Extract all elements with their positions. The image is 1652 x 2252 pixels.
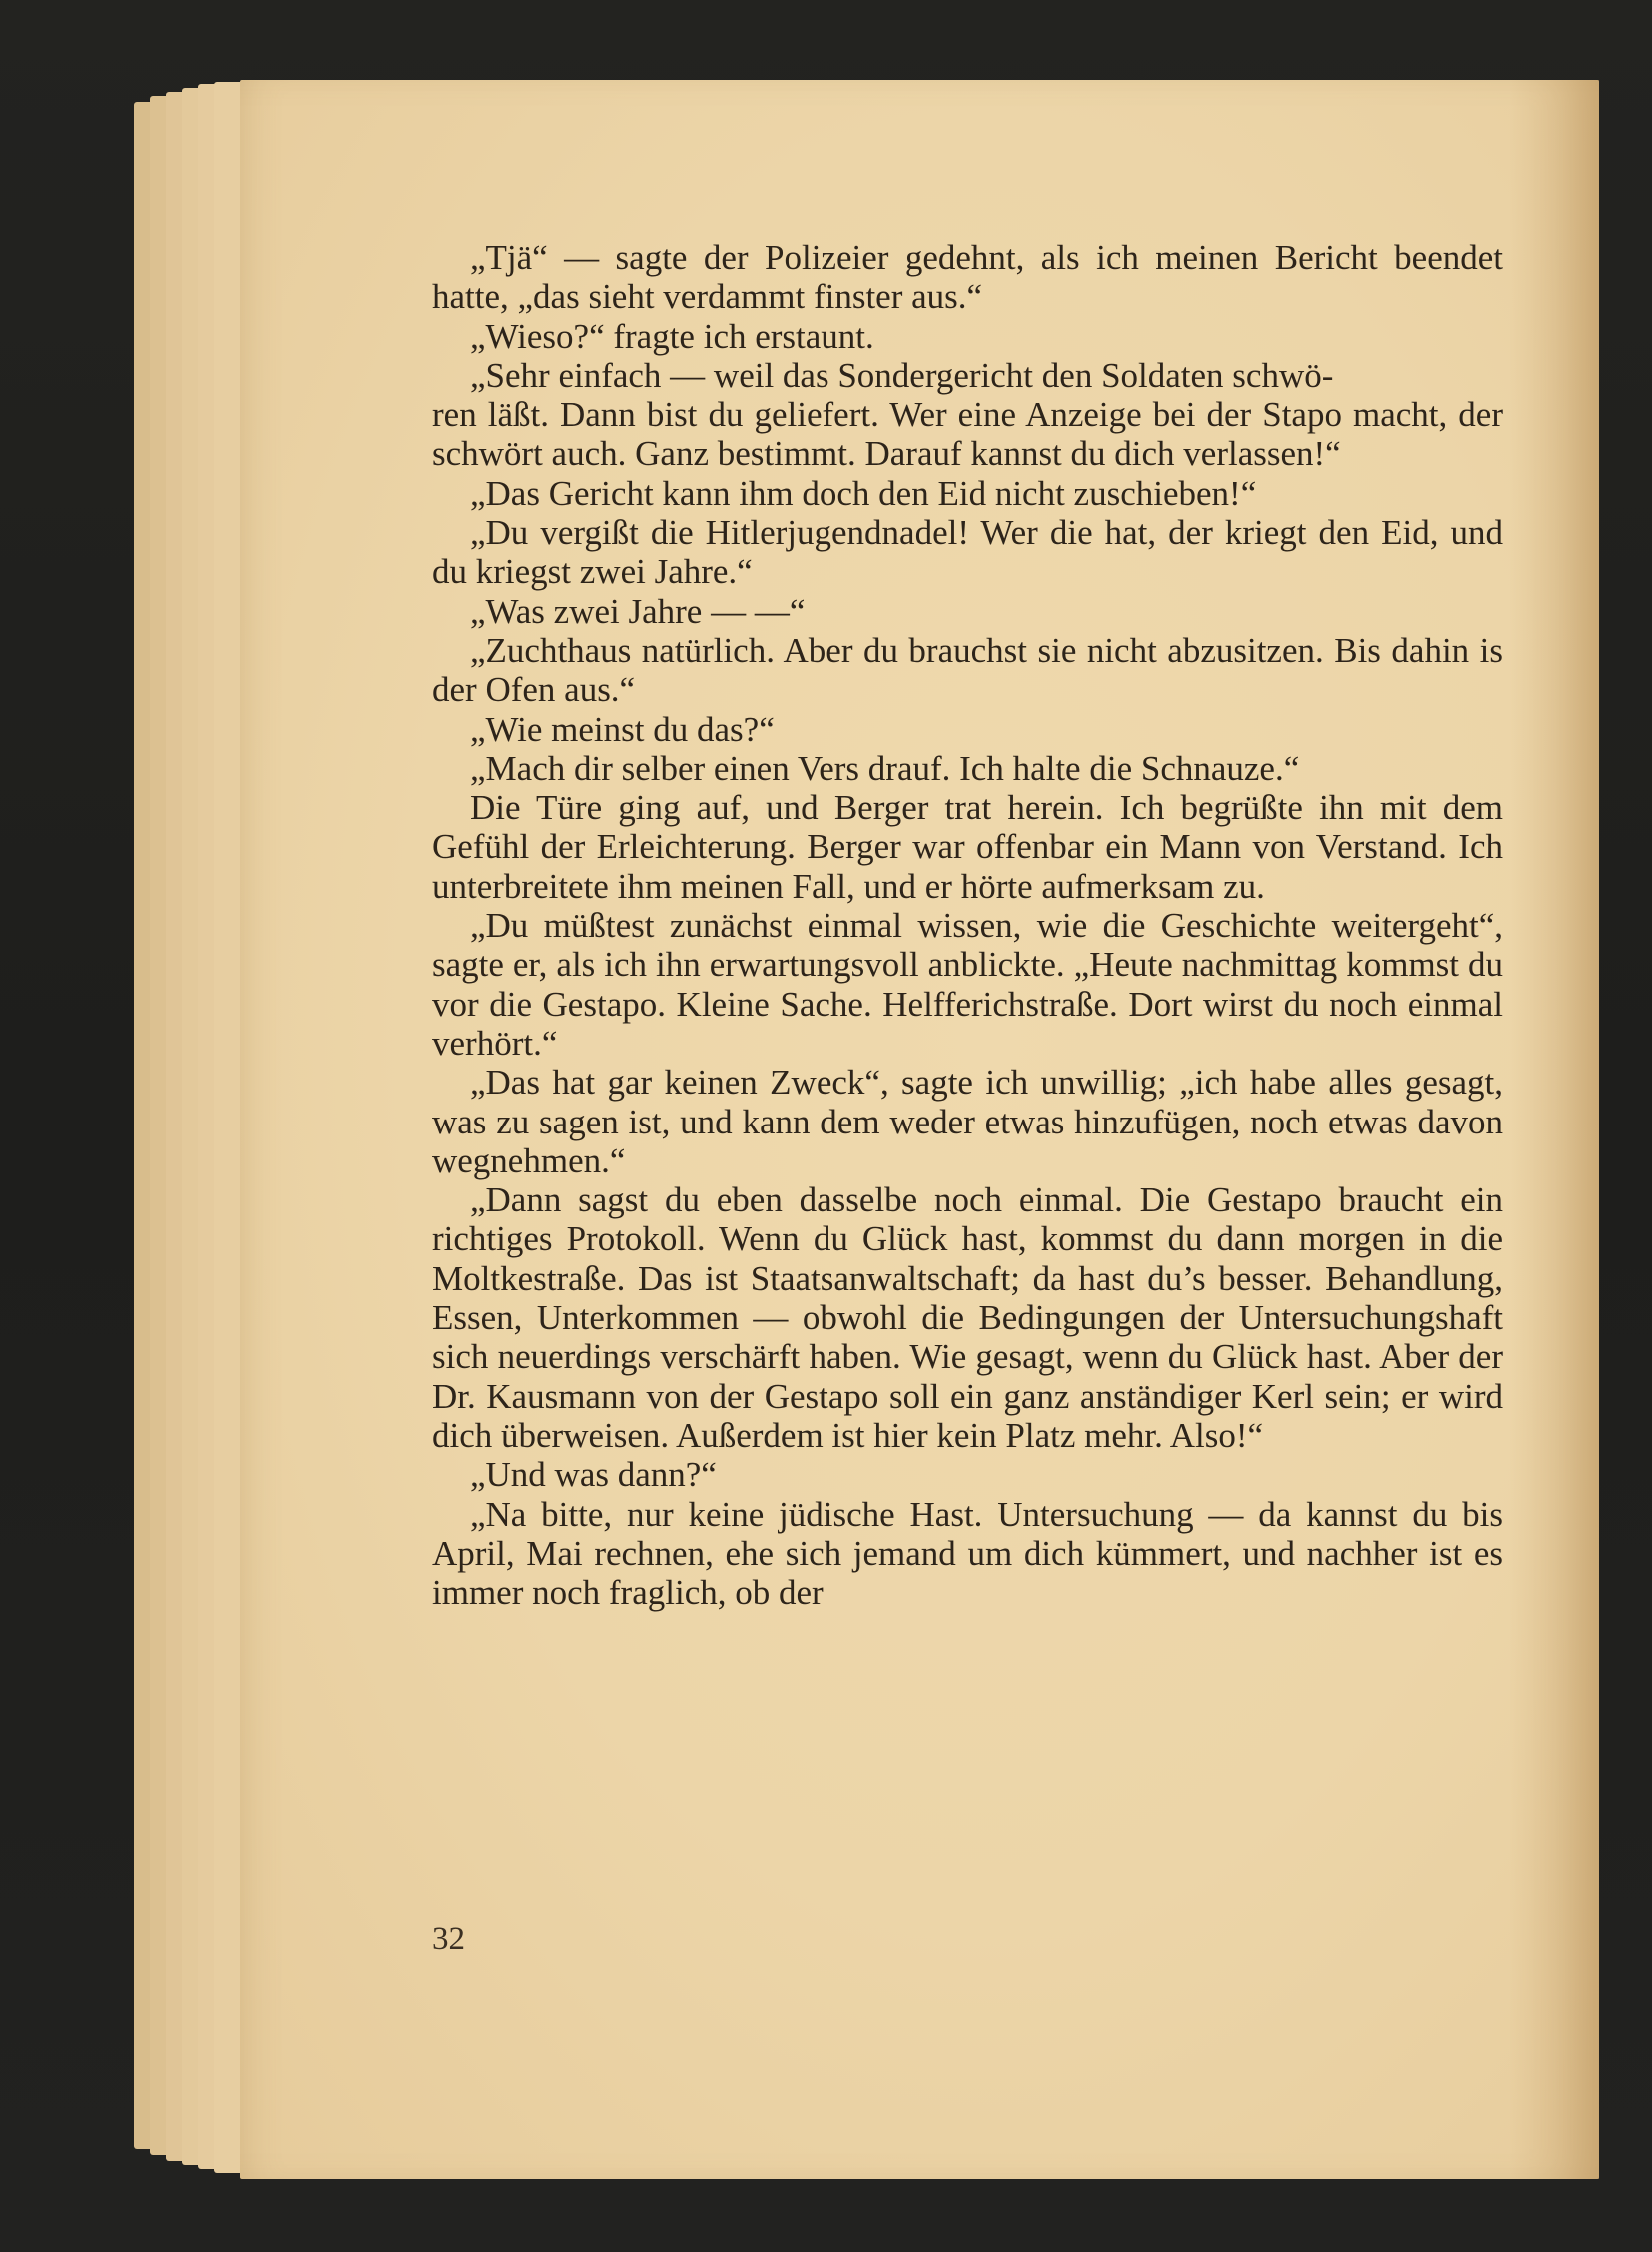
paragraph: „Zuchthaus natürlich. Aber du brauchst sie nicht abzusitzen. Bis dahin is der Ofen aus.“ [432, 630, 1503, 710]
paragraph: „Was zwei Jahre — —“ [470, 591, 806, 631]
paragraph: „Wie meinst du das?“ [470, 709, 775, 749]
paragraph: „Du müßtest zunächst einmal wissen, wie die Geschichte weitergeht“, sagte er, als ich ihn erwartungsvoll anblickte. „Heute nachmittag kommst du vor die Gestapo. Kleine Sache. Helfferichstraße. Dort wirst du noch einmal verhört.“ [432, 906, 1503, 1063]
paragraph: „Das Gericht kann ihm doch den Eid nicht zuschieben!“ [470, 473, 1257, 513]
paragraph: „Mach dir selber einen Vers drauf. Ich halte die Schnauze.“ [470, 748, 1300, 788]
paragraph: „Sehr einfach — weil das Sondergericht den Soldaten schwö- ren läßt. Dann bist du geliefert. Wer eine Anzeige bei der Stapo macht, der schwört auch. Ganz bestimmt. Darauf kannst du dich verlassen!“ [432, 355, 1503, 474]
page-number: 32 [432, 1921, 465, 1957]
paragraph: „Dann sagst du eben dasselbe noch einmal. Die Gestapo braucht ein richtiges Protokoll. Wenn du Glück hast, kommst du dann morgen in die Moltkestraße. Das ist Staatsanwaltschaft; da hast du’s besser. Behandlung, Essen, Unterkommen — obwohl die Bedingungen der Untersuchungshaft sich neuerdings verschärft haben. Wie gesagt, wenn du Glück hast. Aber der Dr. Kausmann von der Gestapo soll ein ganz anständiger Kerl sein; er wird dich überweisen. Außerdem ist hier kein Platz mehr. Also!“ [432, 1180, 1503, 1455]
paragraph: Die Türe ging auf, und Berger trat herein. Ich begrüßte ihn mit dem Gefühl der Erleichterung. Berger war offenbar ein Mann von Verstand. Ich unterbreitete ihm meinen Fall, und er hörte aufmerksam zu. [432, 788, 1503, 906]
paragraph: „Und was dann?“ [470, 1455, 717, 1495]
paragraph: „Tjä“ — sagte der Polizeier gedehnt, als ich meinen Bericht beendet hatte, „das sieht verdammt finster aus.“ [432, 238, 1503, 317]
page-gutter-shadow [1509, 80, 1599, 2179]
paragraph: „Wieso?“ fragte ich erstaunt. [470, 316, 874, 356]
paragraph: „Na bitte, nur keine jüdische Hast. Untersuchung — da kannst du bis April, Mai rechnen, ehe sich jemand um dich kümmert, und nachher ist es immer noch fraglich, ob der [432, 1494, 1503, 1613]
paragraph: „Du vergißt die Hitlerjugendnadel! Wer die hat, der kriegt den Eid, und du kriegst zwei Jahre.“ [432, 513, 1503, 592]
paragraph: „Das hat gar keinen Zweck“, sagte ich unwillig; „ich habe alles gesagt, was zu sagen ist, und kann dem weder etwas hinzufügen, noch etwas davon wegnehmen.“ [432, 1063, 1503, 1180]
body-text [432, 238, 1503, 1612]
